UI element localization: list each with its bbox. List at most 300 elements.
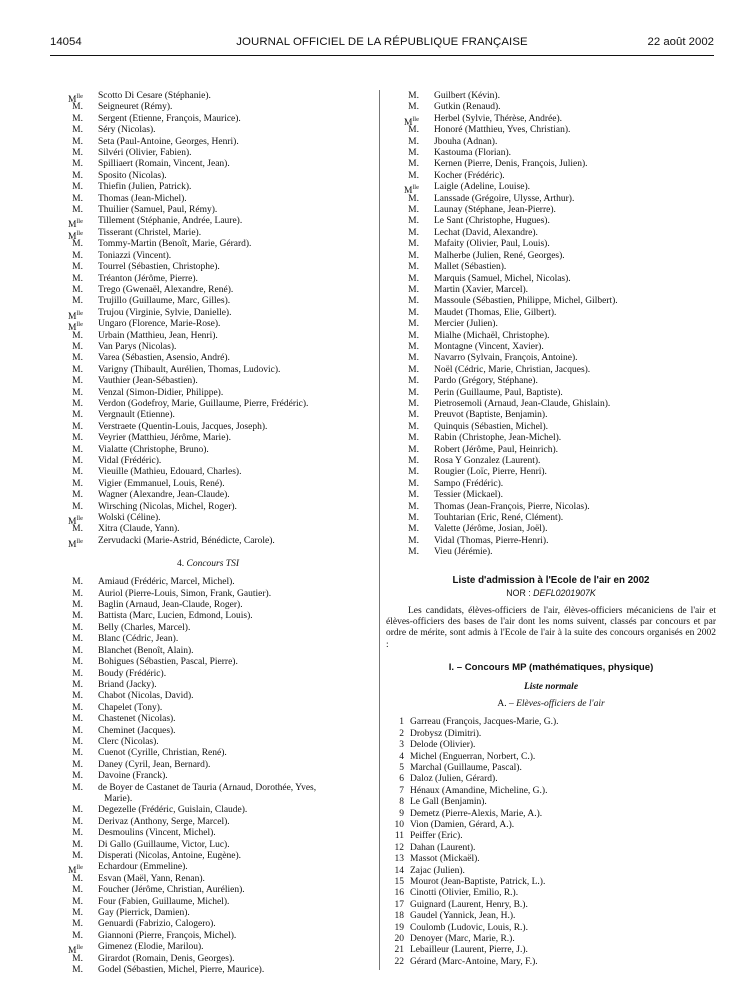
list-item: [386, 274, 716, 285]
list-item: [386, 308, 716, 319]
person-name: Noël (Cédric, Marie, Christian, Jacques).: [434, 364, 591, 375]
civility-title: M.: [408, 547, 419, 558]
list-item: [50, 942, 366, 957]
list-type-heading: Liste normale: [523, 682, 579, 693]
list-item: [50, 748, 366, 759]
list-item: [50, 535, 366, 550]
list-item: [50, 331, 366, 342]
person-name: Battista (Marc, Lucien, Edmond, Louis).: [98, 611, 253, 622]
header-rule: [50, 55, 714, 56]
rank-number: 3: [399, 740, 404, 751]
ranking-row: [386, 854, 716, 865]
civility-title: M.: [72, 930, 83, 941]
person-name: Montagne (Vincent, Xavier).: [434, 341, 544, 352]
name-list-continued: [50, 91, 366, 550]
person-name: Guilbert (Kévin).: [434, 91, 500, 101]
civility-title: M.: [72, 714, 83, 725]
ranking-row: [386, 763, 716, 774]
civility-title: M.: [72, 965, 83, 976]
rank-number: 18: [394, 911, 404, 922]
list-item: [386, 285, 716, 296]
person-name: Varigny (Thibault, Aurélien, Thomas, Ludovic).: [98, 364, 281, 375]
civility-title: M.: [72, 330, 83, 341]
civility-title: M.: [408, 148, 419, 159]
list-item: [50, 737, 366, 748]
person-name: Vieuille (Mathieu, Edouard, Charles).: [98, 467, 242, 478]
list-item: [50, 91, 366, 106]
list-item: [386, 262, 716, 273]
ranking-row: [386, 911, 716, 922]
list-item: [386, 479, 716, 490]
list-item: [50, 931, 366, 942]
list-item: [50, 954, 366, 965]
civility-title: M.: [72, 170, 83, 181]
subsection-heading: A. – Elèves-officiers de l'air: [497, 699, 605, 710]
civility-title: M.: [408, 125, 419, 136]
page-number: 14054: [50, 36, 82, 48]
person-name: Mialhe (Michaël, Christophe).: [434, 330, 550, 341]
rank-number: 15: [394, 876, 404, 887]
person-name: Massoule (Sébastien, Philippe, Michel, Gilbert).: [434, 296, 618, 307]
list-item: [386, 205, 716, 216]
civility-title: $M^{lle}$: [68, 218, 83, 231]
civility-title: M.: [72, 805, 83, 816]
person-name: Di Gallo (Guillaume, Victor, Luc).: [98, 839, 230, 850]
person-name: Honoré (Matthieu, Yves, Christian).: [434, 125, 571, 136]
civility-title: M.: [408, 524, 419, 535]
person-name: Kocher (Frédéric).: [434, 170, 505, 181]
ranked-name: Mourot (Jean-Baptiste, Patrick, L.).: [410, 876, 546, 887]
civility-title: M.: [408, 444, 419, 455]
person-name: Chapelet (Tony).: [98, 702, 163, 713]
list-item: [50, 874, 366, 885]
civility-title: M.: [72, 433, 83, 444]
rank-number: 10: [394, 819, 404, 830]
list-item: [50, 285, 366, 296]
ranked-name: Michel (Enguerran, Norbert, C.).: [410, 751, 536, 762]
ranked-name: Drobysz (Dimitri).: [410, 728, 482, 739]
person-name: Séry (Nicolas).: [98, 125, 156, 136]
list-item: [386, 148, 716, 159]
list-item: [386, 331, 716, 342]
civility-title: M.: [408, 102, 419, 113]
person-name: Blanc (Cédric, Jean).: [98, 634, 179, 645]
rank-number: 16: [394, 888, 404, 899]
list-item: [50, 422, 366, 433]
ranked-name: Demetz (Pierre-Alexis, Marie, A.).: [410, 808, 543, 819]
ranking-row: [386, 945, 716, 956]
list-item: [386, 182, 716, 197]
name-list-tsi: [50, 577, 366, 976]
person-name: Thiefin (Julien, Patrick).: [98, 182, 192, 193]
civility-title: M.: [72, 634, 83, 645]
person-name: Van Parys (Nicolas).: [98, 341, 177, 352]
civility-title: M.: [72, 725, 83, 736]
person-name: Toniazzi (Vincent).: [98, 250, 172, 261]
rank-number: 4: [399, 751, 404, 762]
person-name: Tréanton (Jérôme, Pierre).: [98, 273, 198, 284]
list-item: [50, 669, 366, 680]
ranking-row: [386, 797, 716, 808]
list-item: [50, 490, 366, 501]
list-item: [386, 342, 716, 353]
person-name: Quinquis (Sébastien, Michel).: [434, 421, 548, 432]
publication-date: 22 août 2002: [647, 36, 714, 48]
list-item: [386, 228, 716, 239]
person-name: Amiaud (Frédéric, Marcel, Michel).: [98, 577, 235, 588]
ranked-name: Guignard (Laurent, Henry, B.).: [410, 899, 528, 910]
list-item: [50, 502, 366, 513]
ranking-row: [386, 729, 716, 740]
civility-title: $M^{lle}$: [68, 321, 83, 334]
civility-title: M.: [72, 148, 83, 159]
list-item: [386, 445, 716, 456]
list-item: [386, 513, 716, 524]
person-name: Thuilier (Samuel, Paul, Rémy).: [98, 205, 218, 216]
civility-title: M.: [72, 679, 83, 690]
list-item: [50, 227, 366, 243]
civility-title: M.: [408, 250, 419, 261]
civility-title: M.: [72, 771, 83, 782]
person-name: Thomas (Jean-François, Pierre, Nicolas).: [434, 501, 590, 512]
ranking-row: [386, 786, 716, 797]
civility-title: M.: [72, 885, 83, 896]
list-item: [50, 703, 366, 714]
ranked-name: Marchal (Guillaume, Pascal).: [410, 762, 522, 773]
list-item: [386, 125, 716, 136]
ranked-name: Vion (Damien, Gérard, A.).: [410, 819, 515, 830]
civility-title: M.: [72, 953, 83, 964]
civility-title: M.: [408, 353, 419, 364]
civility-title: M.: [72, 421, 83, 432]
ranking-row: [386, 866, 716, 877]
civility-title: $M^{lle}$: [68, 93, 83, 106]
person-name: Gay (Pierrick, Damien).: [98, 908, 190, 919]
person-name: Tessier (Mickael).: [434, 490, 503, 501]
civility-title: M.: [72, 341, 83, 352]
list-item: [386, 194, 716, 205]
civility-title: M.: [72, 896, 83, 907]
person-name: Wirsching (Nicolas, Michel, Roger).: [98, 501, 237, 512]
person-name: Xitra (Claude, Yann).: [98, 524, 180, 535]
ranking-row: [386, 843, 716, 854]
list-item: [386, 91, 716, 102]
person-name: Vigier (Emmanuel, Louis, René).: [98, 478, 225, 489]
list-item: [386, 251, 716, 262]
civility-title: $M^{lle}$: [68, 537, 83, 550]
ranking-row: [386, 831, 716, 842]
civility-title: M.: [72, 657, 83, 668]
list-item: [386, 399, 716, 410]
rank-number: 13: [394, 854, 404, 865]
ranked-name: Massot (Mickaël).: [410, 854, 480, 865]
list-item: [50, 342, 366, 353]
list-item: [386, 239, 716, 250]
list-item: [50, 600, 366, 611]
person-name: Auriol (Pierre-Louis, Simon, Frank, Gautier).: [98, 588, 272, 599]
person-name: Ungaro (Florence, Marie-Rose).: [98, 319, 221, 330]
person-name: Echardour (Emmeline).: [98, 862, 188, 873]
person-name: Rabin (Christophe, Jean-Michel).: [434, 433, 562, 444]
list-item: [50, 783, 366, 806]
person-name: Mallet (Sébastien).: [434, 262, 507, 273]
rank-number: 8: [399, 797, 404, 808]
civility-title: M.: [72, 691, 83, 702]
ranked-name: Peiffer (Eric).: [410, 831, 463, 842]
list-item: [50, 365, 366, 376]
ranked-name: Lebailleur (Laurent, Pierre, J.).: [410, 945, 528, 956]
civility-title: M.: [72, 577, 83, 588]
person-name: Giannoni (Pierre, François, Michel).: [98, 930, 237, 941]
journal-title: JOURNAL OFFICIEL DE LA RÉPUBLIQUE FRANÇAISE: [236, 36, 528, 48]
civility-title: M.: [72, 501, 83, 512]
list-item: [50, 885, 366, 896]
civility-title: M.: [72, 611, 83, 622]
list-item: [50, 433, 366, 444]
civility-title: M.: [72, 851, 83, 861]
person-name: Robert (Jérôme, Paul, Heinrich).: [434, 444, 558, 455]
civility-title: M.: [72, 353, 83, 364]
civility-title: M.: [408, 467, 419, 478]
list-item: [50, 467, 366, 478]
person-name: Urbain (Matthieu, Jean, Henri).: [98, 330, 218, 341]
person-name: Four (Fabien, Guillaume, Michel).: [98, 896, 230, 907]
civility-title: M.: [408, 456, 419, 466]
civility-title: M.: [408, 501, 419, 512]
ranking-row: [386, 888, 716, 899]
ranked-name: Hénaux (Amandine, Micheline, G.).: [410, 785, 548, 796]
list-item: [386, 536, 716, 547]
person-name: Touhtarian (Eric, René, Clément).: [434, 513, 564, 524]
list-item: [386, 410, 716, 421]
civility-title: M.: [72, 919, 83, 930]
person-name: Pardo (Grégory, Stéphane).: [434, 376, 538, 387]
person-name: Sergent (Etienne, François, Maurice).: [98, 113, 241, 124]
civility-title: $M^{lle}$: [68, 515, 83, 528]
rank-number: 1: [399, 717, 404, 728]
civility-title: M.: [72, 364, 83, 375]
person-name: Wagner (Alexandre, Jean-Claude).: [98, 490, 230, 501]
person-name: Belly (Charles, Marcel).: [98, 622, 191, 633]
rank-number: 7: [399, 785, 404, 796]
person-name: Trujillo (Guillaume, Marc, Gilles).: [98, 296, 231, 307]
person-name: Mafaity (Olivier, Paul, Louis).: [434, 239, 550, 250]
person-name: Tisserant (Christel, Marie).: [98, 227, 202, 238]
civility-title: M.: [72, 828, 83, 839]
list-item: [50, 479, 366, 490]
rank-number: 12: [394, 842, 404, 853]
ranked-name: Daloz (Julien, Gérard).: [410, 774, 498, 785]
person-name: Bohigues (Sébastien, Pascal, Pierre).: [98, 657, 238, 668]
civility-title: M.: [408, 262, 419, 273]
civility-title: M.: [72, 467, 83, 478]
person-name: Briand (Jacky).: [98, 679, 157, 690]
list-item: [50, 714, 366, 725]
civility-title: M.: [72, 759, 83, 770]
civility-title: M.: [408, 490, 419, 501]
person-name: Silvéri (Olivier, Fabien).: [98, 148, 192, 159]
civility-title: M.: [72, 600, 83, 611]
person-name: Thomas (Jean-Michel).: [98, 193, 187, 204]
person-name: Esvan (Maël, Yann, Renan).: [98, 873, 205, 884]
civility-title: M.: [72, 250, 83, 261]
person-name: Kernen (Pierre, Denis, François, Julien).: [434, 159, 588, 170]
civility-title: M.: [72, 444, 83, 455]
list-item: [50, 216, 366, 231]
rank-number: 14: [394, 865, 404, 876]
civility-title: M.: [72, 873, 83, 884]
notice-intro: Les candidats, élèves-officiers de l'air, élèves-officiers mécaniciens de l'air et élèves-officiers des bases de l'air dont les noms suivent, classés par concours et par ordre de mérite, sont admis à l'Ecole de l'air à la suite des concours organisés en 2002 :: [386, 605, 716, 650]
list-item: [50, 840, 366, 851]
list-item: [50, 171, 366, 182]
list-item: [50, 319, 366, 334]
person-name: Spilliaert (Romain, Vincent, Jean).: [98, 159, 230, 170]
civility-title: M.: [408, 421, 419, 432]
list-item: [50, 634, 366, 645]
list-item: [386, 422, 716, 433]
list-item: [50, 646, 366, 657]
ranked-name: Garreau (François, Jacques-Marie, G.).: [410, 717, 559, 728]
list-item: [50, 611, 366, 622]
rank-number: 9: [399, 808, 404, 819]
civility-title: M.: [72, 205, 83, 216]
list-item: [386, 159, 716, 170]
person-name: Gimenez (Elodie, Marilou).: [98, 942, 204, 953]
list-item: [50, 194, 366, 205]
civility-title: M.: [408, 284, 419, 295]
person-name: Launay (Stéphane, Jean-Pierre).: [434, 205, 556, 216]
ranking-row: [386, 900, 716, 911]
list-item: [386, 547, 716, 558]
person-name: Sposito (Nicolas).: [98, 170, 167, 181]
civility-title: M.: [408, 387, 419, 398]
list-item: [50, 296, 366, 307]
list-item: [50, 726, 366, 737]
civility-title: M.: [72, 113, 83, 124]
person-name: Disperati (Nicolas, Antoine, Eugène).: [98, 851, 241, 861]
civility-title: M.: [72, 125, 83, 136]
ranked-name: Le Gall (Benjamin).: [410, 797, 487, 808]
civility-title: M.: [72, 668, 83, 679]
person-name: Lechat (David, Alexandre).: [434, 227, 538, 238]
list-item: [50, 919, 366, 930]
person-name: Vergnault (Etienne).: [98, 410, 175, 421]
list-item: [386, 365, 716, 376]
civility-title: M.: [72, 478, 83, 489]
person-name: Veyrier (Matthieu, Jérôme, Marie).: [98, 433, 231, 444]
civility-title: $M^{lle}$: [404, 115, 419, 128]
civility-title: M.: [72, 456, 83, 466]
ranking-row: [386, 752, 716, 763]
person-name: Vidal (Thomas, Pierre-Henri).: [434, 535, 549, 546]
list-item: [50, 274, 366, 285]
ranked-name: Gérard (Marc-Antoine, Mary, F.).: [410, 956, 538, 967]
list-item: [50, 589, 366, 600]
column-divider: [379, 90, 380, 970]
list-item: [50, 577, 366, 588]
list-item: [50, 125, 366, 136]
person-name: Navarro (Sylvain, François, Antoine).: [434, 353, 578, 364]
list-item: [50, 114, 366, 125]
person-name: Preuvot (Baptiste, Benjamin).: [434, 410, 548, 421]
person-name: Davoine (Franck).: [98, 771, 168, 782]
person-name: Malherbe (Julien, René, Georges).: [434, 250, 565, 261]
ranked-name: Gaudel (Yannick, Jean, H.).: [410, 911, 516, 922]
civility-title: $M^{lle}$: [68, 944, 83, 957]
person-name: de Boyer de Castanet de Tauria (Arnaud, Dorothée, Yves,: [98, 782, 317, 793]
ranked-name: Coulomb (Ludovic, Louis, R.).: [410, 922, 528, 933]
person-name: Gutkin (Renaud).: [434, 102, 501, 113]
civility-title: M.: [72, 284, 83, 295]
civility-title: M.: [408, 239, 419, 250]
nor-reference: NOR : DEFL0201907K: [506, 587, 596, 598]
list-item: [386, 433, 716, 444]
rank-number: 22: [394, 956, 404, 967]
list-item: [50, 445, 366, 456]
person-name: Cuenot (Cyrille, Christian, René).: [98, 748, 227, 759]
person-name: Degezelle (Frédéric, Guislain, Claude).: [98, 805, 248, 816]
ranking-row: [386, 717, 716, 728]
person-name: Godel (Sébastien, Michel, Pierre, Maurice).: [98, 965, 265, 976]
civility-title: M.: [408, 341, 419, 352]
person-name: Varea (Sébastien, Asensio, André).: [98, 353, 230, 364]
person-name: Verdon (Godefroy, Marie, Guillaume, Pierre, Frédéric).: [98, 398, 309, 409]
name-list-continued-right: [386, 91, 716, 559]
page-header: [50, 36, 714, 52]
ranking-row: [386, 957, 716, 968]
list-item: [386, 467, 716, 478]
civility-title: M.: [72, 622, 83, 633]
civility-title: $M^{lle}$: [68, 864, 83, 877]
rank-number: 20: [394, 934, 404, 944]
list-item: [50, 239, 366, 250]
list-item: [50, 524, 366, 535]
person-name: Vauthier (Jean-Sébastien).: [98, 376, 198, 387]
civility-title: M.: [408, 319, 419, 330]
ranked-name: Zajac (Julien).: [410, 865, 465, 876]
list-item: [50, 897, 366, 908]
civility-title: M.: [72, 908, 83, 919]
left-column: [50, 91, 366, 976]
list-item: [386, 296, 716, 307]
person-name: Perin (Guillaume, Paul, Baptiste).: [434, 387, 563, 398]
ranked-name: Dahan (Laurent).: [410, 842, 476, 853]
ranked-name: Cinotti (Olivier, Emilio, R.).: [410, 888, 519, 899]
civility-title: M.: [72, 524, 83, 535]
person-name: Vieu (Jérémie).: [434, 547, 493, 558]
person-name: Baglin (Arnaud, Jean-Claude, Roger).: [98, 600, 243, 611]
person-name-continuation: Marie).: [104, 793, 133, 804]
civility-title: M.: [408, 227, 419, 238]
list-item: [50, 771, 366, 782]
rank-number: 21: [394, 945, 404, 956]
rank-number: 11: [394, 831, 404, 842]
person-name: Girardot (Romain, Denis, Georges).: [98, 953, 235, 964]
person-name: Sampo (Frédéric).: [434, 478, 504, 489]
list-item: [386, 502, 716, 513]
civility-title: M.: [72, 136, 83, 147]
list-item: [50, 862, 366, 877]
list-item: [50, 137, 366, 148]
civility-title: M.: [408, 364, 419, 375]
civility-title: M.: [72, 159, 83, 170]
civility-title: M.: [408, 433, 419, 444]
civility-title: M.: [408, 535, 419, 546]
person-name: Tourrel (Sébastien, Christophe).: [98, 262, 220, 273]
person-name: Verstraete (Quentin-Louis, Jacques, Joseph).: [98, 421, 268, 432]
person-name: Blanchet (Benoît, Alain).: [98, 645, 194, 656]
person-name: Vialatte (Christophe, Bruno).: [98, 444, 209, 455]
